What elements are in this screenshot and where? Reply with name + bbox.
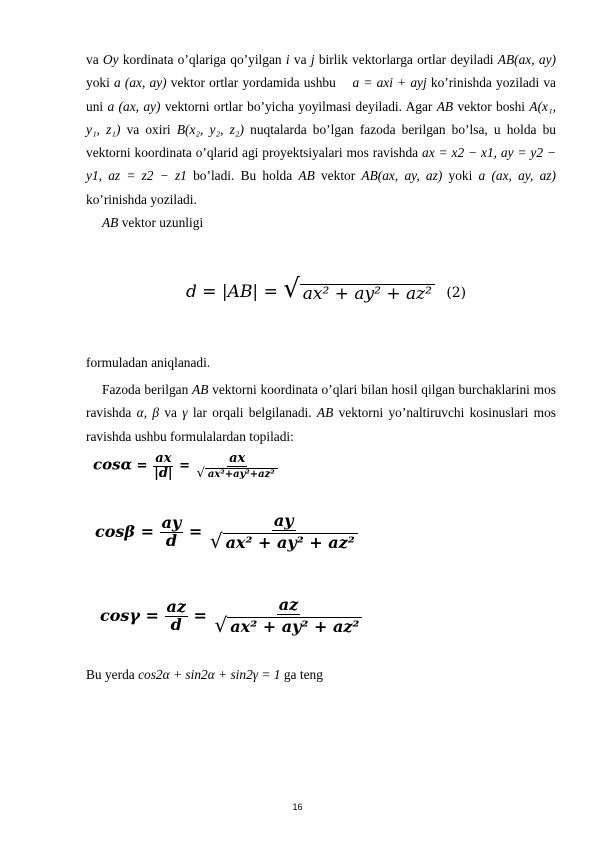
paragraph-aniqlanadi: formuladan aniqlanadi. xyxy=(86,355,211,370)
paragraph-ortlar: va Oy kordinata o’qlariga qo’yilgan i va j birlik vektorlarga ortlar deyiladi AB(ax, ay) yoki a (ax, ay) vektor ortlar yordamida ushbu a = axi + ayj ko’rinishda yoziladi va uni a (ax, ay) vektorni ortlar bo’yicha yoyilmasi deyiladi. Agar AB vektor boshi A(x₁, y₁, z₁) va oxiri B(x₂, y₂, z₂) nuqtalarda bo’lgan fazoda berilgan bo’lsa, u holda bu vektorni koordinata o’qlarid agi proyektsiyalari mos ravishda ax = x2 − x1, ay = y2 − y1, az = z2 − z1 bo’ladi. Bu holda AB vektor AB(ax, ay, az) yoki a (ax, ay, az) ko’rinishda yoziladi. xyxy=(86,52,557,207)
formula-cos-beta: cosβ = $\frac{ay}{d}$ = ay √ ax² + ay² + az² xyxy=(95,513,360,552)
paragraph-vektor-uzunligi: AB vektor uzunligi xyxy=(102,215,204,231)
paragraph-bu-yerda: Bu yerda cos2α + sin2α + sin2γ = 1 ga teng xyxy=(86,667,323,682)
paragraph-kosinuslar: Fazoda berilgan AB vektorni koordinata o’qlari bilan hosil qilgan burchaklarini mos ravishda α, β va γ lar orqali belgilanadi. AB vektorni yo’naltiruvchi kosinuslari mos ravishda ushbu formulalardan topiladi: xyxy=(86,382,556,444)
document-body xyxy=(86,48,556,234)
page-number: 16 xyxy=(292,802,303,812)
formula-length: d = |AB| = √ ax² + ay² + az² (2) xyxy=(186,274,467,305)
formula-cos-gamma: cosγ = $\frac{az}{d}$ = az √ ax² + ay² + az² xyxy=(100,597,364,636)
formula-cos-alpha: cosα = $\frac{ax}{|d|}$ = ax √ ax²+ay²+az² xyxy=(93,452,280,480)
